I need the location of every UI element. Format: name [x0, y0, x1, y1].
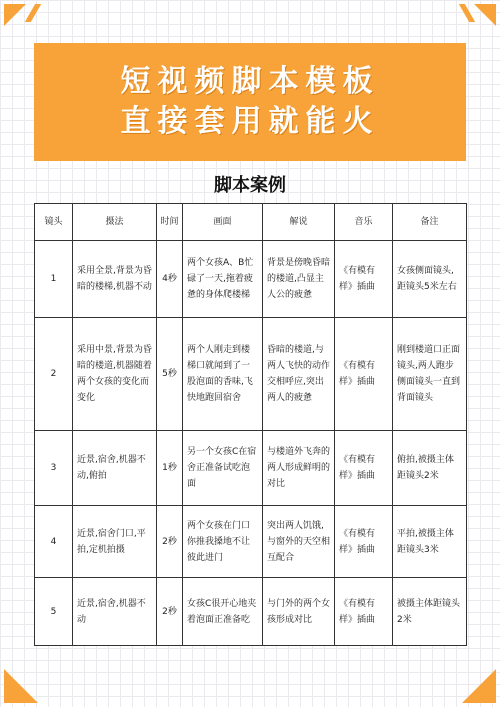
cell-shot: 2: [35, 318, 73, 431]
cell-shot: 1: [35, 241, 73, 318]
cell-music: 《有模有样》插曲: [335, 318, 393, 431]
banner-line-2: 直接套用就能火: [120, 104, 380, 139]
corner-decoration-top-left: [4, 4, 26, 26]
corner-stripe-top-left: [25, 4, 41, 22]
cell-time: 4秒: [157, 241, 183, 318]
document-title: 脚本案例: [214, 175, 286, 196]
corner-stripe-top-right: [459, 4, 475, 22]
table-row: [35, 578, 467, 646]
cell-notes: 女孩侧面镜头,距镜头5米左右: [393, 241, 467, 318]
cell-technique: 近景,宿舍,机器不动: [73, 578, 157, 646]
cell-technique: 近景,宿舍,机器不动,俯拍: [73, 431, 157, 506]
cell-notes: 刚到楼道口正面镜头,两人跑步侧面镜头一直到背面镜头: [393, 318, 467, 431]
cell-time: 2秒: [157, 506, 183, 578]
title-banner: [34, 43, 466, 161]
header-narration: 解说: [263, 204, 335, 241]
header-shot: 镜头: [35, 204, 73, 241]
cell-shot: 3: [35, 431, 73, 506]
table-header-row: [35, 204, 467, 241]
cell-narration: 与楼道外飞奔的两人形成鲜明的对比: [263, 431, 335, 506]
header-technique: 摄法: [73, 204, 157, 241]
table-row: [35, 318, 467, 431]
table-row: [35, 506, 467, 578]
cell-music: 《有模有样》插曲: [335, 431, 393, 506]
corner-decoration-top-right: [474, 4, 496, 26]
cell-narration: 背景是傍晚昏暗的楼道,凸显主人公的疲惫: [263, 241, 335, 318]
header-scene: 画面: [183, 204, 263, 241]
cell-scene: 两个女孩A、B忙碌了一天,拖着疲惫的身体爬楼梯: [183, 241, 263, 318]
cell-scene: 另一个女孩C在宿舍正准备试吃泡面: [183, 431, 263, 506]
cell-shot: 5: [35, 578, 73, 646]
cell-scene: 女孩C很开心地夹着泡面正准备吃: [183, 578, 263, 646]
cell-notes: 被摄主体距镜头2米: [393, 578, 467, 646]
cell-narration: 与门外的两个女孩形成对比: [263, 578, 335, 646]
header-music: 音乐: [335, 204, 393, 241]
cell-time: 5秒: [157, 318, 183, 431]
table-row: [35, 241, 467, 318]
cell-narration: 昏暗的楼道,与两人飞快的动作交相呼应,突出两人的疲惫: [263, 318, 335, 431]
cell-time: 1秒: [157, 431, 183, 506]
header-notes: 备注: [393, 204, 467, 241]
cell-time: 2秒: [157, 578, 183, 646]
corner-decoration-bottom-left: [4, 669, 38, 703]
table-row: [35, 431, 467, 506]
cell-technique: 采用中景,背景为昏暗的楼道,机器随着两个女孩的变化而变化: [73, 318, 157, 431]
cell-scene: 两个女孩在门口你推我搡地不让彼此进门: [183, 506, 263, 578]
cell-music: 《有模有样》插曲: [335, 578, 393, 646]
cell-notes: 俯拍,被摄主体距镜头2米: [393, 431, 467, 506]
cell-technique: 采用全景,背景为昏暗的楼梯,机器不动: [73, 241, 157, 318]
cell-scene: 两个人刚走到楼梯口就闻到了一股泡面的香味,飞快地跑回宿舍: [183, 318, 263, 431]
header-time: 时间: [157, 204, 183, 241]
script-table: [34, 203, 467, 646]
cell-music: 《有模有样》插曲: [335, 506, 393, 578]
banner-line-1: 短视频脚本模板: [120, 64, 380, 99]
cell-technique: 近景,宿舍门口,平拍,定机拍摄: [73, 506, 157, 578]
cell-shot: 4: [35, 506, 73, 578]
corner-decoration-bottom-right: [462, 669, 496, 703]
cell-notes: 平拍,被摄主体距镜头3米: [393, 506, 467, 578]
cell-narration: 突出两人饥饿,与窗外的天空相互配合: [263, 506, 335, 578]
cell-music: 《有模有样》插曲: [335, 241, 393, 318]
